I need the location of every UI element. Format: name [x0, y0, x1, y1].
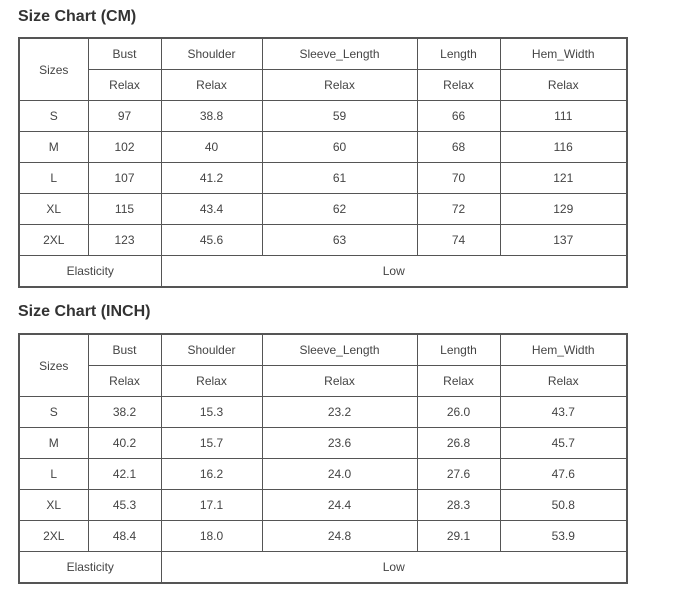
size-label: 2XL	[19, 521, 88, 552]
size-chart-cm-title: Size Chart (CM)	[18, 8, 137, 25]
measurement-cell: 38.8	[161, 101, 262, 132]
measurement-cell: 16.2	[161, 459, 262, 490]
measurement-cell: 62	[262, 194, 417, 225]
measurement-cell: 41.2	[161, 163, 262, 194]
elasticity-row	[19, 552, 627, 584]
measurement-cell: 115	[88, 194, 161, 225]
sizes-header: Sizes	[19, 38, 88, 101]
measurement-cell: 116	[500, 132, 627, 163]
measurement-cell: 15.7	[161, 428, 262, 459]
measurement-cell: 38.2	[88, 397, 161, 428]
measurement-cell: 70	[417, 163, 500, 194]
measurement-cell: 23.2	[262, 397, 417, 428]
column-subheader: Relax	[161, 366, 262, 397]
measurement-cell: 59	[262, 101, 417, 132]
measurement-cell: 40	[161, 132, 262, 163]
table-row	[19, 101, 627, 132]
measurement-cell: 123	[88, 225, 161, 256]
measurement-cell: 24.0	[262, 459, 417, 490]
elasticity-row	[19, 256, 627, 288]
measurement-cell: 48.4	[88, 521, 161, 552]
table-row	[19, 459, 627, 490]
table-row	[19, 490, 627, 521]
size-label: S	[19, 101, 88, 132]
column-subheader: Relax	[262, 70, 417, 101]
table-row	[19, 194, 627, 225]
header-row	[19, 334, 627, 366]
column-header: Sleeve_Length	[262, 38, 417, 70]
column-subheader: Relax	[161, 70, 262, 101]
measurement-cell: 74	[417, 225, 500, 256]
measurement-cell: 121	[500, 163, 627, 194]
column-subheader: Relax	[262, 366, 417, 397]
column-header: Shoulder	[161, 334, 262, 366]
table-row	[19, 132, 627, 163]
elasticity-value: Low	[161, 552, 627, 584]
sizes-header: Sizes	[19, 334, 88, 397]
column-header: Hem_Width	[500, 334, 627, 366]
column-subheader: Relax	[500, 366, 627, 397]
column-subheader: Relax	[88, 70, 161, 101]
column-subheader: Relax	[500, 70, 627, 101]
measurement-cell: 45.6	[161, 225, 262, 256]
size-label: L	[19, 163, 88, 194]
measurement-cell: 102	[88, 132, 161, 163]
measurement-cell: 72	[417, 194, 500, 225]
measurement-cell: 45.7	[500, 428, 627, 459]
measurement-cell: 63	[262, 225, 417, 256]
size-label: M	[19, 428, 88, 459]
measurement-cell: 53.9	[500, 521, 627, 552]
measurement-cell: 43.7	[500, 397, 627, 428]
measurement-cell: 26.8	[417, 428, 500, 459]
size-label: 2XL	[19, 225, 88, 256]
table-row	[19, 225, 627, 256]
measurement-cell: 28.3	[417, 490, 500, 521]
measurement-cell: 129	[500, 194, 627, 225]
column-header: Length	[417, 38, 500, 70]
size-chart-inch-table	[18, 333, 628, 584]
column-header: Bust	[88, 334, 161, 366]
measurement-cell: 23.6	[262, 428, 417, 459]
measurement-cell: 66	[417, 101, 500, 132]
elasticity-label: Elasticity	[19, 256, 161, 288]
measurement-cell: 42.1	[88, 459, 161, 490]
measurement-cell: 50.8	[500, 490, 627, 521]
measurement-cell: 60	[262, 132, 417, 163]
measurement-cell: 61	[262, 163, 417, 194]
size-label: L	[19, 459, 88, 490]
column-header: Sleeve_Length	[262, 334, 417, 366]
size-label: M	[19, 132, 88, 163]
measurement-cell: 43.4	[161, 194, 262, 225]
size-label: XL	[19, 490, 88, 521]
measurement-cell: 26.0	[417, 397, 500, 428]
measurement-cell: 24.4	[262, 490, 417, 521]
column-header: Bust	[88, 38, 161, 70]
measurement-cell: 97	[88, 101, 161, 132]
column-header: Shoulder	[161, 38, 262, 70]
column-header: Length	[417, 334, 500, 366]
column-subheader: Relax	[417, 366, 500, 397]
measurement-cell: 45.3	[88, 490, 161, 521]
measurement-cell: 111	[500, 101, 627, 132]
column-header: Hem_Width	[500, 38, 627, 70]
measurement-cell: 15.3	[161, 397, 262, 428]
table-row	[19, 163, 627, 194]
measurement-cell: 24.8	[262, 521, 417, 552]
measurement-cell: 68	[417, 132, 500, 163]
measurement-cell: 17.1	[161, 490, 262, 521]
elasticity-value: Low	[161, 256, 627, 288]
subheader-row	[19, 366, 627, 397]
measurement-cell: 47.6	[500, 459, 627, 490]
measurement-cell: 18.0	[161, 521, 262, 552]
measurement-cell: 27.6	[417, 459, 500, 490]
size-chart-inch-title: Size Chart (INCH)	[18, 303, 151, 320]
subheader-row	[19, 70, 627, 101]
measurement-cell: 137	[500, 225, 627, 256]
size-label: XL	[19, 194, 88, 225]
measurement-cell: 29.1	[417, 521, 500, 552]
table-row	[19, 397, 627, 428]
table-row	[19, 428, 627, 459]
column-subheader: Relax	[88, 366, 161, 397]
size-chart-cm-table	[18, 37, 628, 288]
measurement-cell: 40.2	[88, 428, 161, 459]
size-label: S	[19, 397, 88, 428]
elasticity-label: Elasticity	[19, 552, 161, 584]
column-subheader: Relax	[417, 70, 500, 101]
header-row	[19, 38, 627, 70]
table-row	[19, 521, 627, 552]
measurement-cell: 107	[88, 163, 161, 194]
